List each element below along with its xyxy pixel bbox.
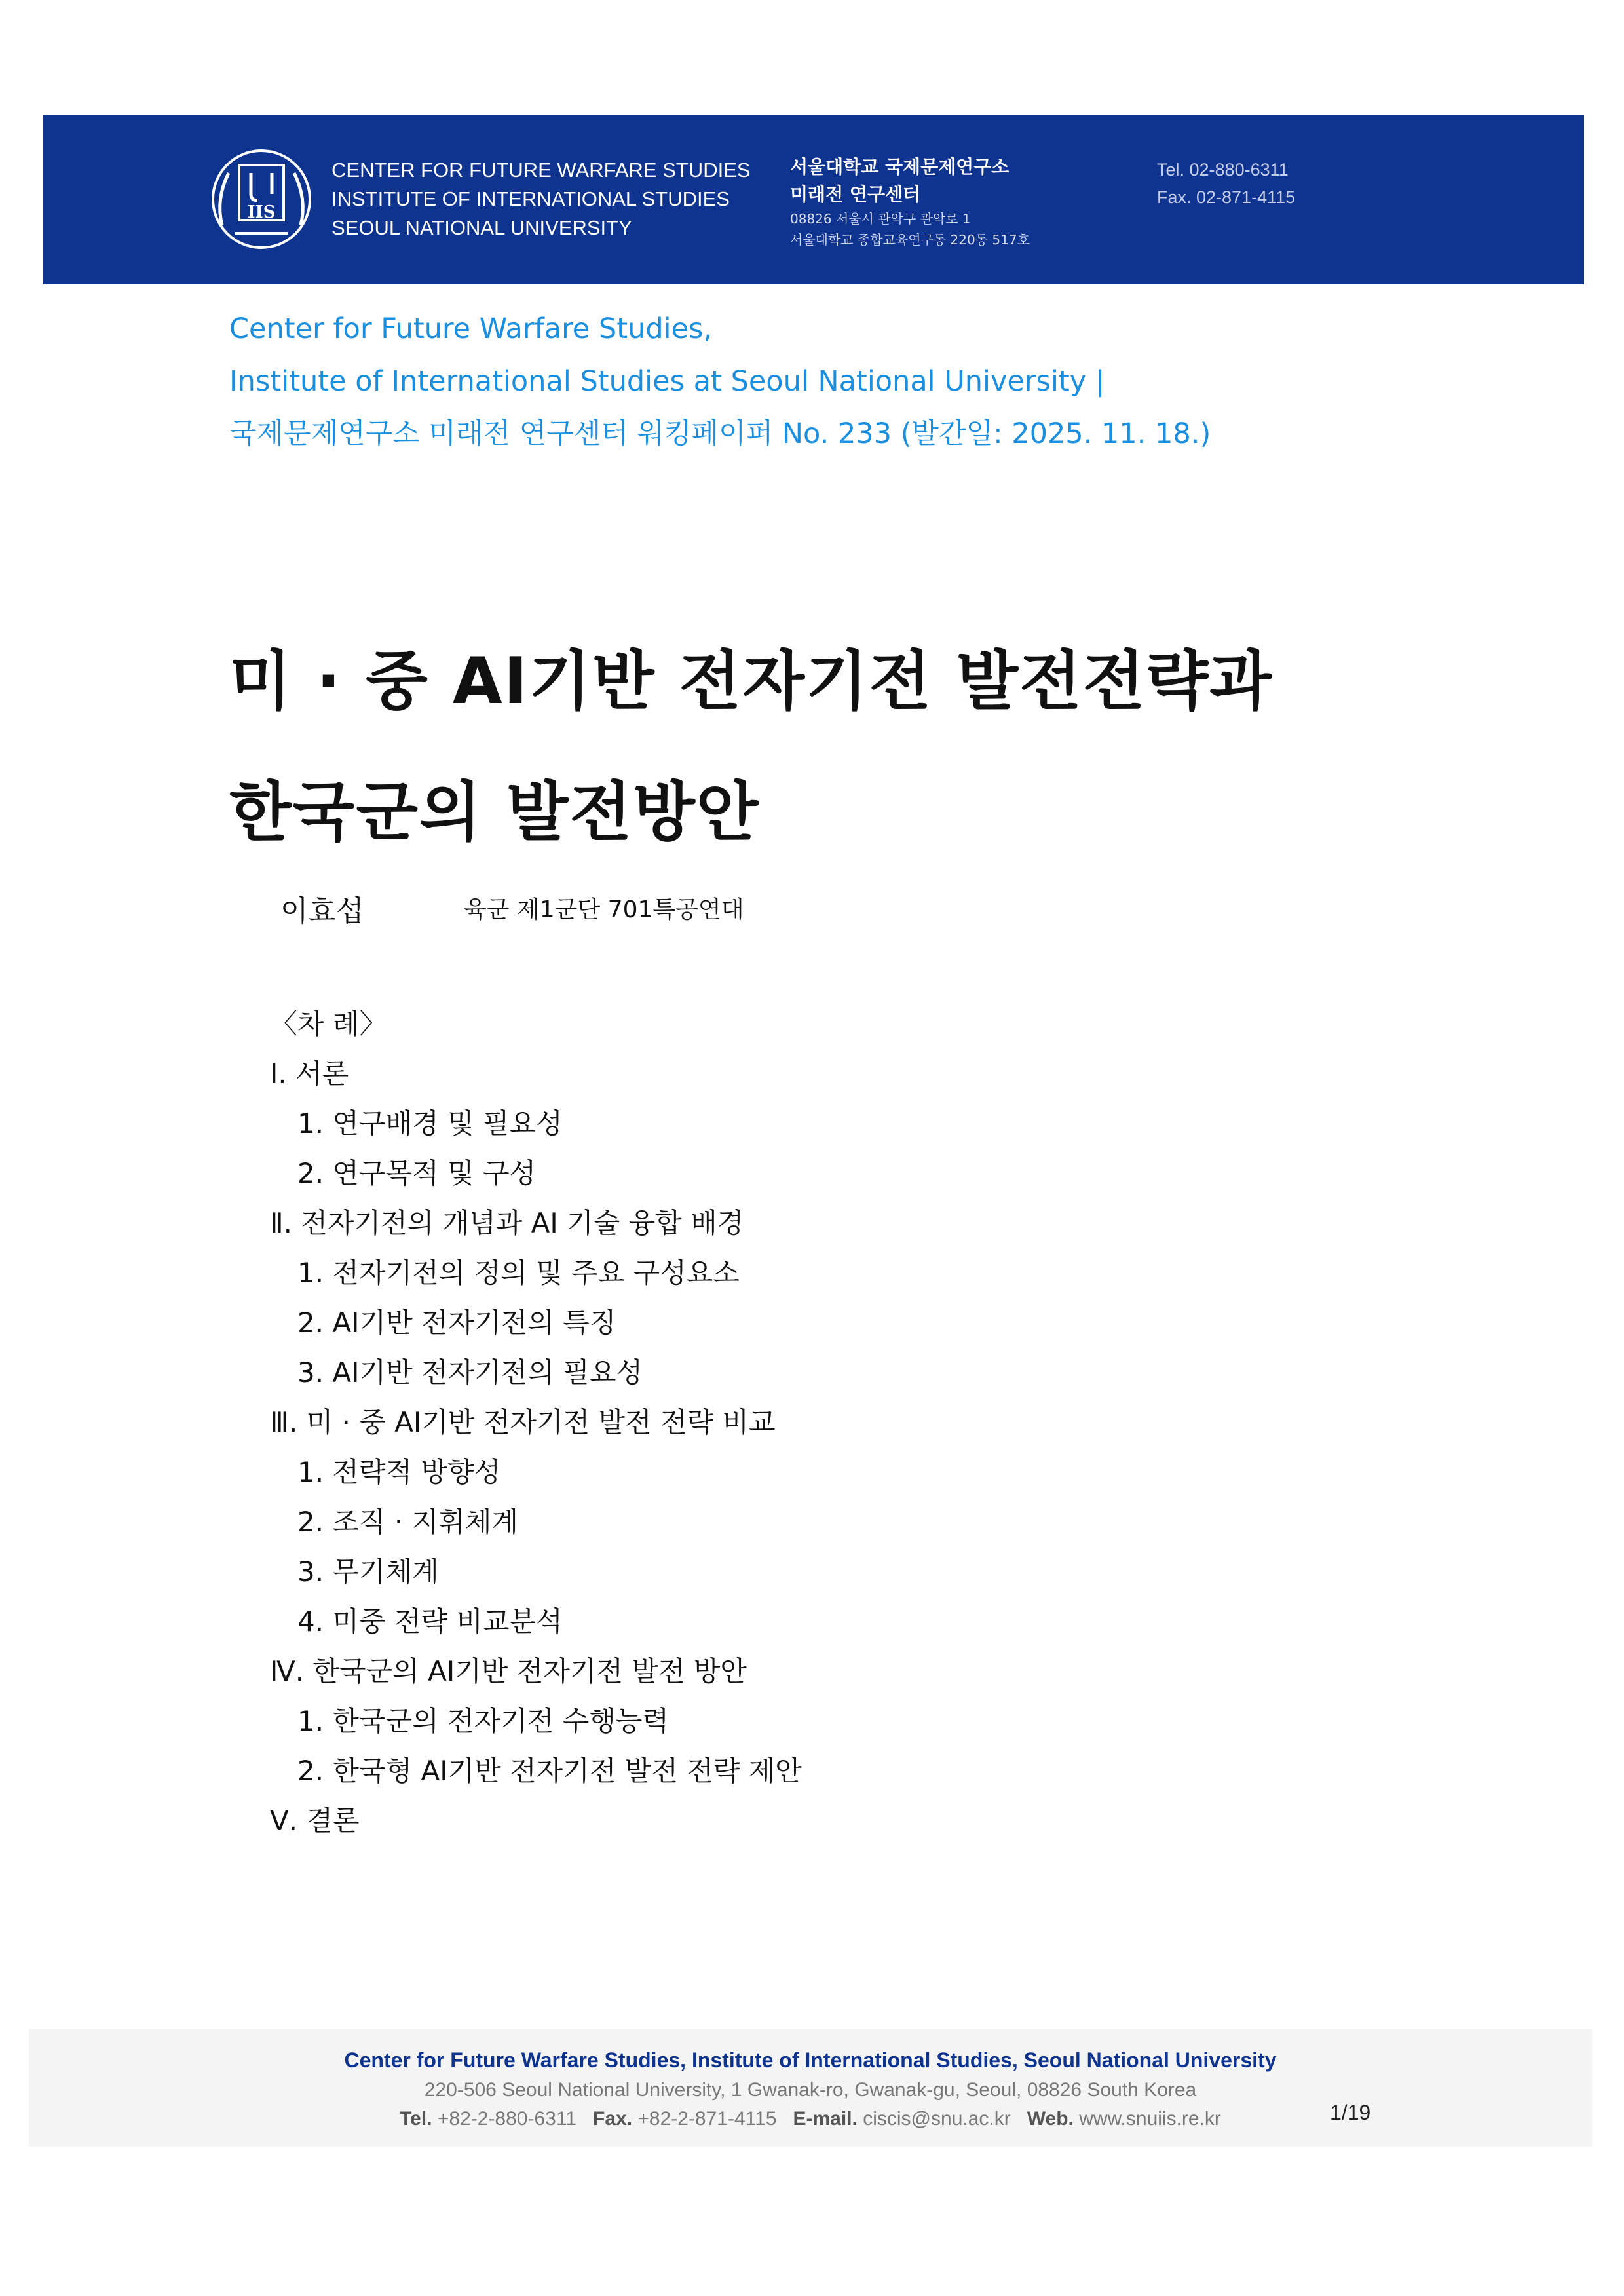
title-line-1: 미 · 중 AI기반 전자기전 발전전략과 [229,644,1273,719]
toc-subsection-item: 2. AI기반 전자기전의 특징 [297,1307,616,1339]
banner-address-2: 서울대학교 종합교육연구동 220동 517호 [790,232,1030,248]
page-number: 1/19 [1330,2101,1371,2124]
toc-section-item: Ⅰ. 서론 [270,1058,349,1090]
author-row [280,887,744,929]
banner-address-1: 08826 서울시 관악구 관악로 1 [790,211,971,227]
series-line-2: Institute of International Studies at Seoul National University | [229,365,1105,398]
toc-section-item: Ⅴ. 결론 [270,1805,360,1837]
page-footer [29,2029,1592,2147]
toc-subsection-item: 3. AI기반 전자기전의 필요성 [297,1356,643,1388]
toc-subsection-item: 1. 연구배경 및 필요성 [297,1107,563,1139]
title-line-2: 한국군의 발전방안 [229,775,760,850]
iis-emblem-logo [209,147,314,252]
toc-subsection-item: 2. 한국형 AI기반 전자기전 발전 전략 제안 [297,1755,802,1787]
toc-section-item: Ⅱ. 전자기전의 개념과 AI 기술 융합 배경 [270,1207,744,1239]
banner-en-line-2: INSTITUTE OF INTERNATIONAL STUDIES [331,187,730,210]
toc-subsection-item: 1. 한국군의 전자기전 수행능력 [297,1705,669,1737]
banner-ko-line-2: 미래전 연구센터 [790,183,921,205]
footer-fax-label: Fax. [593,2108,633,2130]
institute-korean-name [790,153,1030,250]
table-of-contents [270,999,802,1846]
toc-subsection-item: 2. 조직 · 지휘체계 [297,1506,518,1538]
footer-email-label: E-mail. [793,2108,858,2130]
author-name: 이효섭 [280,894,364,928]
svg-text:IIS: IIS [247,202,276,222]
toc-section-item: Ⅳ. 한국군의 AI기반 전자기전 발전 방안 [270,1655,747,1687]
institute-english-name [331,156,751,242]
banner-tel: Tel. 02-880-6311 [1157,160,1289,180]
series-info [229,303,1211,460]
toc-subsection-item: 1. 전자기전의 정의 및 주요 구성요소 [297,1257,740,1289]
toc-subsection-item: 2. 연구목적 및 구성 [297,1157,537,1189]
banner-en-line-3: SEOUL NATIONAL UNIVERSITY [331,216,632,239]
toc-section-item: Ⅲ. 미 · 중 AI기반 전자기전 발전 전략 비교 [270,1406,776,1438]
footer-web-link[interactable]: www.snuiis.re.kr [1079,2108,1221,2130]
banner-contact [1157,156,1295,211]
banner-ko-line-1: 서울대학교 국제문제연구소 [790,156,1010,178]
footer-address: 220-506 Seoul National University, 1 Gwanak-ro, Gwanak-gu, Seoul, 08826 South Korea [424,2079,1197,2101]
author-affiliation: 육군 제1군단 701특공연대 [464,896,744,923]
series-line-3: 국제문제연구소 미래전 연구센터 워킹페이퍼 No. 233 (발간일: 2025. 11. 18.) [229,417,1211,450]
footer-tel-label: Tel. [400,2108,432,2130]
header-banner [43,115,1584,284]
series-line-1: Center for Future Warfare Studies, [229,313,713,345]
toc-subsection-item: 3. 무기체계 [297,1556,439,1588]
paper-title [229,616,1273,878]
toc-subsection-item: 4. 미중 전략 비교분석 [297,1605,563,1637]
toc-heading: 〈차 례〉 [270,1008,387,1040]
toc-subsection-item: 1. 전략적 방향성 [297,1456,501,1488]
footer-institute: Center for Future Warfare Studies, Institute of International Studies, Seoul National University [344,2048,1277,2072]
footer-fax: +82-2-871-4115 [637,2108,777,2130]
footer-email-link[interactable]: ciscis@snu.ac.kr [863,2108,1011,2130]
banner-fax: Fax. 02-871-4115 [1157,187,1296,207]
banner-en-line-1: CENTER FOR FUTURE WARFARE STUDIES [331,159,751,182]
footer-tel: +82-2-880-6311 [437,2108,576,2130]
toc-list [270,1049,802,1846]
footer-web-label: Web. [1027,2108,1074,2130]
